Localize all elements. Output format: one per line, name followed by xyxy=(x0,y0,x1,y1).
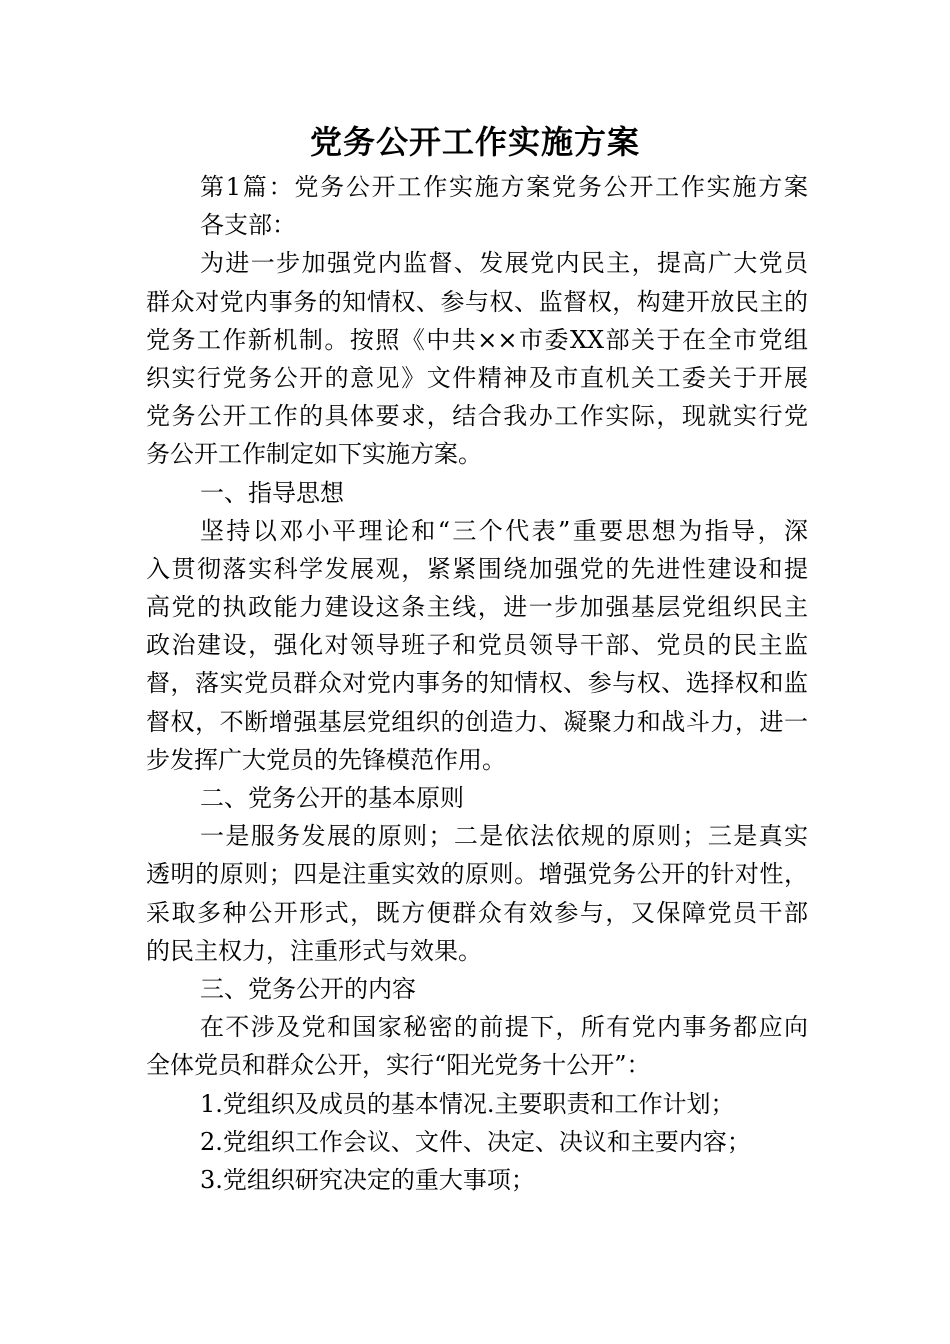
text-line: 二、党务公开的基本原则 xyxy=(200,784,464,812)
text-line: 督，落实党员群众对党内事务的知情权、参与权、选择权和监 xyxy=(146,669,808,698)
text-line: 务公开工作制定如下实施方案。 xyxy=(146,440,482,469)
text-line: 政治建设，强化对领导班子和党员领导干部、党员的民主监 xyxy=(146,631,808,660)
text-line: 群众对党内事务的知情权、参与权、监督权，构建开放民主的 xyxy=(146,287,808,316)
document-title: 党务公开工作实施方案 xyxy=(309,123,640,161)
text-line: 第1篇：党务公开工作实施方案党务公开工作实施方案 xyxy=(200,173,808,201)
document-body xyxy=(146,168,808,1199)
text-line: 三、党务公开的内容 xyxy=(200,974,416,1003)
text-line: 1.党组织及成员的基本情况.主要职责和工作计划； xyxy=(200,1089,735,1118)
text-line: 采取多种公开形式，既方便群众有效参与，又保障党员干部 xyxy=(146,898,808,927)
text-line: 3.党组织研究决定的重大事项； xyxy=(200,1165,535,1194)
text-line: 一、指导思想 xyxy=(200,478,344,507)
text-line: 坚持以邓小平理论和“三个代表”重要思想为指导，深 xyxy=(200,516,808,545)
text-line: 透明的原则；四是注重实效的原则。增强党务公开的针对性， xyxy=(146,860,808,889)
text-line: 一是服务发展的原则；二是依法依规的原则；三是真实 xyxy=(200,822,808,851)
text-line: 党务公开工作的具体要求，结合我办工作实际，现就实行党 xyxy=(146,402,808,431)
text-line: 为进一步加强党内监督、发展党内民主，提高广大党员 xyxy=(200,249,808,278)
text-line: 在不涉及党和国家秘密的前提下，所有党内事务都应向 xyxy=(200,1013,808,1042)
text-line: 入贯彻落实科学发展观，紧紧围绕加强党的先进性建设和提 xyxy=(146,554,808,583)
text-line: 各支部： xyxy=(200,211,296,240)
text-line: 的民主权力，注重形式与效果。 xyxy=(146,936,482,965)
text-line: 党务工作新机制。按照《中共××市委XX部关于在全市党组 xyxy=(146,325,808,354)
text-line: 全体党员和群众公开，实行“阳光党务十公开”： xyxy=(146,1051,651,1080)
text-line: 2.党组织工作会议、文件、决定、决议和主要内容； xyxy=(200,1127,751,1156)
text-line: 织实行党务公开的意见》文件精神及市直机关工委关于开展 xyxy=(146,363,808,392)
text-line: 步发挥广大党员的先锋模范作用。 xyxy=(146,745,506,774)
text-line: 高党的执政能力建设这条主线，进一步加强基层党组织民主 xyxy=(146,593,808,622)
text-line: 督权，不断增强基层党组织的创造力、凝聚力和战斗力，进一 xyxy=(146,707,808,736)
